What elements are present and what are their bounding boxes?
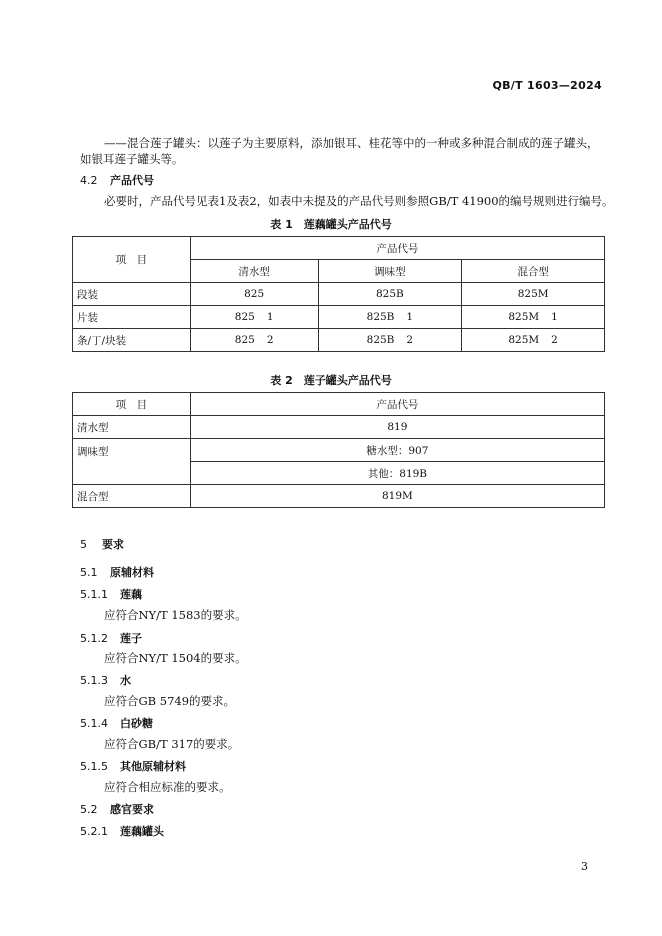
- section-5-1-2-heading: [80, 630, 142, 646]
- section-5-1-3-heading: [80, 672, 131, 688]
- table-row: [73, 283, 605, 306]
- section-5-1-1-heading: [80, 586, 142, 602]
- section-5-1-3-text: 应符合GB 5749的要求。: [104, 694, 236, 708]
- section-number: 5.1.2: [80, 632, 108, 645]
- table-1-row-label: 条/丁/块装: [73, 329, 191, 352]
- table-cell: 819: [190, 416, 604, 439]
- intro-line-1: ——混合莲子罐头：以莲子为主要原料，添加银耳、桂花等中的一种或多种混合制成的莲子罐头，: [104, 136, 599, 150]
- section-number: 4.2: [80, 174, 98, 187]
- table-cell: 825M 1: [462, 306, 605, 329]
- table-cell: 825B 1: [318, 306, 462, 329]
- page-number: 3: [581, 860, 588, 873]
- table-cell: 825B: [318, 283, 462, 306]
- section-number: 5.2.1: [80, 825, 108, 838]
- section-number: 5: [80, 538, 87, 551]
- table-cell: 糖水型：907: [190, 439, 604, 462]
- table-row: [73, 416, 605, 439]
- section-5-1-4-heading: [80, 715, 153, 731]
- section-5-heading: [80, 536, 124, 552]
- section-number: 5.1.5: [80, 760, 108, 773]
- section-5-1-2-text: 应符合NY/T 1504的要求。: [104, 651, 247, 665]
- section-title: 原辅材料: [110, 566, 154, 579]
- intro-line-2: 如银耳莲子罐头等。: [80, 152, 184, 166]
- section-5-1-4-text: 应符合GB/T 317的要求。: [104, 737, 240, 751]
- section-title: 白砂糖: [120, 717, 153, 730]
- table-cell: 825M: [462, 283, 605, 306]
- section-number: 5.1.1: [80, 588, 108, 601]
- section-number: 5.1.4: [80, 717, 108, 730]
- section-4-2-text: 必要时，产品代号见表1及表2，如表中未提及的产品代号则参照GB/T 41900的编号规则进行编号。: [104, 194, 614, 208]
- section-5-1-5-text: 应符合相应标准的要求。: [104, 780, 231, 794]
- table-2-row-label: 混合型: [73, 485, 191, 508]
- table-row: [73, 485, 605, 508]
- table-cell: 825: [190, 283, 318, 306]
- section-5-1-1-text: 应符合NY/T 1583的要求。: [104, 608, 247, 622]
- section-title: 莲藕罐头: [120, 825, 164, 838]
- table-2-row-label: 清水型: [73, 416, 191, 439]
- table-cell: 819M: [190, 485, 604, 508]
- section-5-1-5-heading: [80, 758, 186, 774]
- table-row: [73, 306, 605, 329]
- document-code: QB/T 1603—2024: [492, 79, 602, 92]
- table-1-row-label: 段装: [73, 283, 191, 306]
- table-cell: 其他：819B: [190, 462, 604, 485]
- section-4-2-heading: [80, 172, 154, 188]
- table-2-row-label: 调味型: [73, 439, 191, 485]
- table-1: [72, 236, 605, 352]
- table-2: [72, 392, 605, 508]
- table-1-col-header: 混合型: [462, 260, 605, 283]
- section-5-2-1-heading: [80, 823, 164, 839]
- section-number: 5.1: [80, 566, 98, 579]
- section-title: 感官要求: [110, 803, 154, 816]
- section-title: 水: [120, 674, 131, 687]
- table-1-col-header: 调味型: [318, 260, 462, 283]
- section-title: 莲藕: [120, 588, 142, 601]
- section-title: 产品代号: [110, 174, 154, 187]
- table-cell: 825 1: [190, 306, 318, 329]
- section-title: 莲子: [120, 632, 142, 645]
- section-5-1-heading: [80, 564, 154, 580]
- section-number: 5.1.3: [80, 674, 108, 687]
- section-title: 其他原辅材料: [120, 760, 186, 773]
- section-title: 要求: [102, 538, 124, 551]
- table-1-caption: 表 1 莲藕罐头产品代号: [270, 218, 392, 231]
- table-row: [73, 439, 605, 462]
- table-1-col-header: 清水型: [190, 260, 318, 283]
- table-1-item-header: 项 目: [73, 237, 191, 283]
- table-2-code-header: 产品代号: [190, 393, 604, 416]
- table-1-group-header: 产品代号: [190, 237, 604, 260]
- table-row: [73, 329, 605, 352]
- table-1-row-label: 片装: [73, 306, 191, 329]
- table-cell: 825 2: [190, 329, 318, 352]
- table-2-caption: 表 2 莲子罐头产品代号: [270, 374, 392, 387]
- table-cell: 825M 2: [462, 329, 605, 352]
- table-cell: 825B 2: [318, 329, 462, 352]
- section-5-2-heading: [80, 801, 154, 817]
- section-number: 5.2: [80, 803, 98, 816]
- table-2-item-header: 项 目: [73, 393, 191, 416]
